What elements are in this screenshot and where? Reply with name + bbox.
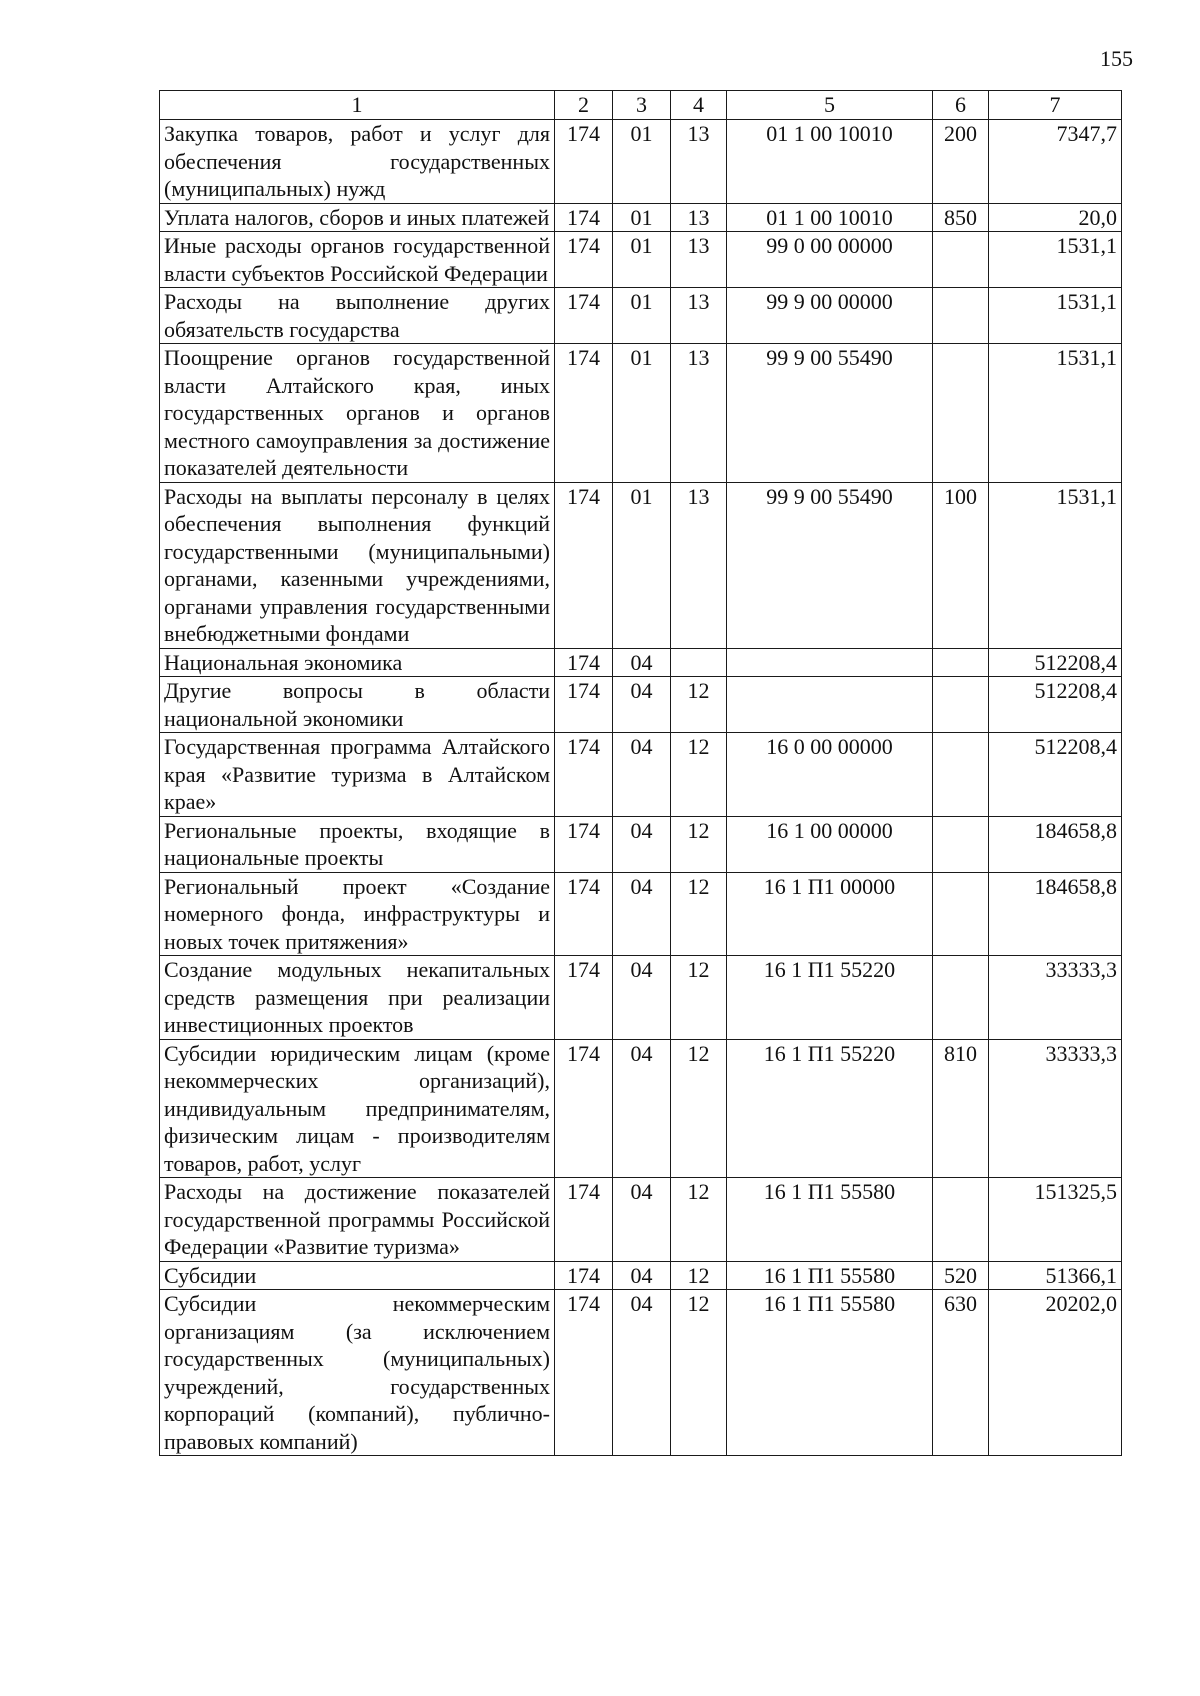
cell-amount: 33333,3 — [989, 956, 1122, 1040]
cell-name: Уплата налогов, сборов и иных платежей — [160, 203, 555, 232]
column-header-5: 5 — [727, 91, 933, 120]
cell-section: 04 — [613, 872, 671, 956]
cell-expense-type — [933, 648, 989, 677]
cell-expense-type: 850 — [933, 203, 989, 232]
cell-amount: 33333,3 — [989, 1039, 1122, 1178]
cell-target-article: 99 9 00 55490 — [727, 344, 933, 483]
cell-ministry-code: 174 — [555, 677, 613, 733]
cell-subsection: 13 — [671, 288, 727, 344]
cell-ministry-code: 174 — [555, 232, 613, 288]
cell-section: 01 — [613, 203, 671, 232]
cell-name: Национальная экономика — [160, 648, 555, 677]
cell-name: Поощрение органов государственной власти Алтайского края, иных государственных органов и органов местного самоуправления за достижение показателей деятельности — [160, 344, 555, 483]
cell-expense-type: 630 — [933, 1290, 989, 1456]
table-row — [160, 482, 1122, 648]
cell-amount: 151325,5 — [989, 1178, 1122, 1262]
cell-ministry-code: 174 — [555, 288, 613, 344]
cell-subsection: 13 — [671, 344, 727, 483]
cell-ministry-code: 174 — [555, 482, 613, 648]
cell-section: 01 — [613, 288, 671, 344]
cell-section: 04 — [613, 1178, 671, 1262]
cell-name: Государственная программа Алтайского края «Развитие туризма в Алтайском крае» — [160, 733, 555, 817]
cell-subsection: 12 — [671, 872, 727, 956]
cell-target-article: 16 1 П1 55580 — [727, 1290, 933, 1456]
cell-expense-type — [933, 733, 989, 817]
cell-target-article: 99 9 00 00000 — [727, 288, 933, 344]
table-row — [160, 677, 1122, 733]
cell-target-article: 01 1 00 10010 — [727, 203, 933, 232]
cell-expense-type — [933, 956, 989, 1040]
cell-amount: 1531,1 — [989, 344, 1122, 483]
cell-ministry-code: 174 — [555, 1178, 613, 1262]
cell-expense-type — [933, 816, 989, 872]
cell-name: Субсидии юридическим лицам (кроме некоммерческих организаций), индивидуальным предпринимателям, физическим лицам - производителям товаров, работ, услуг — [160, 1039, 555, 1178]
column-header-4: 4 — [671, 91, 727, 120]
cell-target-article: 16 1 П1 55220 — [727, 956, 933, 1040]
cell-amount: 1531,1 — [989, 482, 1122, 648]
cell-subsection: 13 — [671, 203, 727, 232]
cell-ministry-code: 174 — [555, 816, 613, 872]
cell-subsection: 12 — [671, 816, 727, 872]
cell-ministry-code: 174 — [555, 1039, 613, 1178]
cell-amount: 1531,1 — [989, 288, 1122, 344]
cell-target-article — [727, 677, 933, 733]
cell-subsection: 13 — [671, 232, 727, 288]
cell-section: 04 — [613, 1039, 671, 1178]
cell-ministry-code: 174 — [555, 1290, 613, 1456]
cell-target-article: 16 1 00 00000 — [727, 816, 933, 872]
table-row — [160, 1261, 1122, 1290]
cell-target-article: 16 0 00 00000 — [727, 733, 933, 817]
cell-name: Расходы на достижение показателей государственной программы Российской Федерации «Развитие туризма» — [160, 1178, 555, 1262]
column-header-6: 6 — [933, 91, 989, 120]
table-row — [160, 203, 1122, 232]
cell-name: Субсидии — [160, 1261, 555, 1290]
cell-target-article: 16 1 П1 55220 — [727, 1039, 933, 1178]
cell-subsection: 12 — [671, 677, 727, 733]
cell-subsection — [671, 648, 727, 677]
cell-amount: 512208,4 — [989, 733, 1122, 817]
cell-subsection: 12 — [671, 1290, 727, 1456]
cell-section: 04 — [613, 956, 671, 1040]
cell-expense-type — [933, 344, 989, 483]
cell-ministry-code: 174 — [555, 872, 613, 956]
cell-target-article: 01 1 00 10010 — [727, 120, 933, 204]
cell-section: 01 — [613, 120, 671, 204]
cell-target-article: 16 1 П1 00000 — [727, 872, 933, 956]
table-row — [160, 648, 1122, 677]
cell-name: Другие вопросы в области национальной экономики — [160, 677, 555, 733]
cell-section: 01 — [613, 482, 671, 648]
cell-expense-type — [933, 232, 989, 288]
table-row — [160, 288, 1122, 344]
column-header-7: 7 — [989, 91, 1122, 120]
budget-table — [159, 90, 1122, 1456]
cell-ministry-code: 174 — [555, 344, 613, 483]
cell-subsection: 12 — [671, 733, 727, 817]
table-row — [160, 733, 1122, 817]
cell-target-article: 16 1 П1 55580 — [727, 1178, 933, 1262]
cell-section: 04 — [613, 1261, 671, 1290]
cell-amount: 20202,0 — [989, 1290, 1122, 1456]
cell-section: 04 — [613, 733, 671, 817]
cell-expense-type — [933, 288, 989, 344]
table-row — [160, 816, 1122, 872]
cell-subsection: 13 — [671, 482, 727, 648]
column-header-2: 2 — [555, 91, 613, 120]
cell-section: 04 — [613, 816, 671, 872]
cell-expense-type: 520 — [933, 1261, 989, 1290]
cell-ministry-code: 174 — [555, 733, 613, 817]
cell-target-article: 16 1 П1 55580 — [727, 1261, 933, 1290]
cell-amount: 512208,4 — [989, 648, 1122, 677]
cell-amount: 1531,1 — [989, 232, 1122, 288]
cell-amount: 20,0 — [989, 203, 1122, 232]
column-header-3: 3 — [613, 91, 671, 120]
cell-target-article: 99 0 00 00000 — [727, 232, 933, 288]
cell-section: 01 — [613, 344, 671, 483]
table-row — [160, 1039, 1122, 1178]
cell-amount: 184658,8 — [989, 816, 1122, 872]
cell-ministry-code: 174 — [555, 1261, 613, 1290]
cell-section: 04 — [613, 1290, 671, 1456]
cell-amount: 512208,4 — [989, 677, 1122, 733]
cell-name: Региональные проекты, входящие в национальные проекты — [160, 816, 555, 872]
cell-target-article — [727, 648, 933, 677]
cell-section: 04 — [613, 677, 671, 733]
table-row — [160, 232, 1122, 288]
cell-ministry-code: 174 — [555, 648, 613, 677]
cell-amount: 51366,1 — [989, 1261, 1122, 1290]
cell-subsection: 12 — [671, 1039, 727, 1178]
cell-expense-type: 100 — [933, 482, 989, 648]
table-row — [160, 120, 1122, 204]
table-row — [160, 1290, 1122, 1456]
table-row — [160, 1178, 1122, 1262]
cell-name: Субсидии некоммерческим организациям (за исключением государственных (муниципальных) учреждений, государственных корпораций (компаний), публично-правовых компаний) — [160, 1290, 555, 1456]
table-row — [160, 344, 1122, 483]
cell-section: 01 — [613, 232, 671, 288]
cell-amount: 184658,8 — [989, 872, 1122, 956]
cell-target-article: 99 9 00 55490 — [727, 482, 933, 648]
cell-name: Иные расходы органов государственной власти субъектов Российской Федерации — [160, 232, 555, 288]
cell-expense-type — [933, 677, 989, 733]
header-row — [160, 91, 1122, 120]
cell-name: Расходы на выплаты персоналу в целях обеспечения выполнения функций государственными (муниципальными) органами, казенными учреждениями, органами управления государственными внебюджетными фондами — [160, 482, 555, 648]
cell-name: Региональный проект «Создание номерного фонда, инфраструктуры и новых точек притяжения» — [160, 872, 555, 956]
page-number: 155 — [1100, 46, 1133, 71]
table-row — [160, 872, 1122, 956]
cell-subsection: 13 — [671, 120, 727, 204]
cell-amount: 7347,7 — [989, 120, 1122, 204]
cell-section: 04 — [613, 648, 671, 677]
cell-ministry-code: 174 — [555, 120, 613, 204]
cell-expense-type — [933, 872, 989, 956]
table-row — [160, 956, 1122, 1040]
cell-name: Расходы на выполнение других обязательств государства — [160, 288, 555, 344]
cell-ministry-code: 174 — [555, 956, 613, 1040]
column-header-1: 1 — [160, 91, 555, 120]
cell-name: Создание модульных некапитальных средств размещения при реализации инвестиционных проектов — [160, 956, 555, 1040]
cell-expense-type: 810 — [933, 1039, 989, 1178]
cell-expense-type: 200 — [933, 120, 989, 204]
cell-name: Закупка товаров, работ и услуг для обеспечения государственных (муниципальных) нужд — [160, 120, 555, 204]
cell-subsection: 12 — [671, 956, 727, 1040]
cell-subsection: 12 — [671, 1261, 727, 1290]
cell-subsection: 12 — [671, 1178, 727, 1262]
cell-expense-type — [933, 1178, 989, 1262]
cell-ministry-code: 174 — [555, 203, 613, 232]
